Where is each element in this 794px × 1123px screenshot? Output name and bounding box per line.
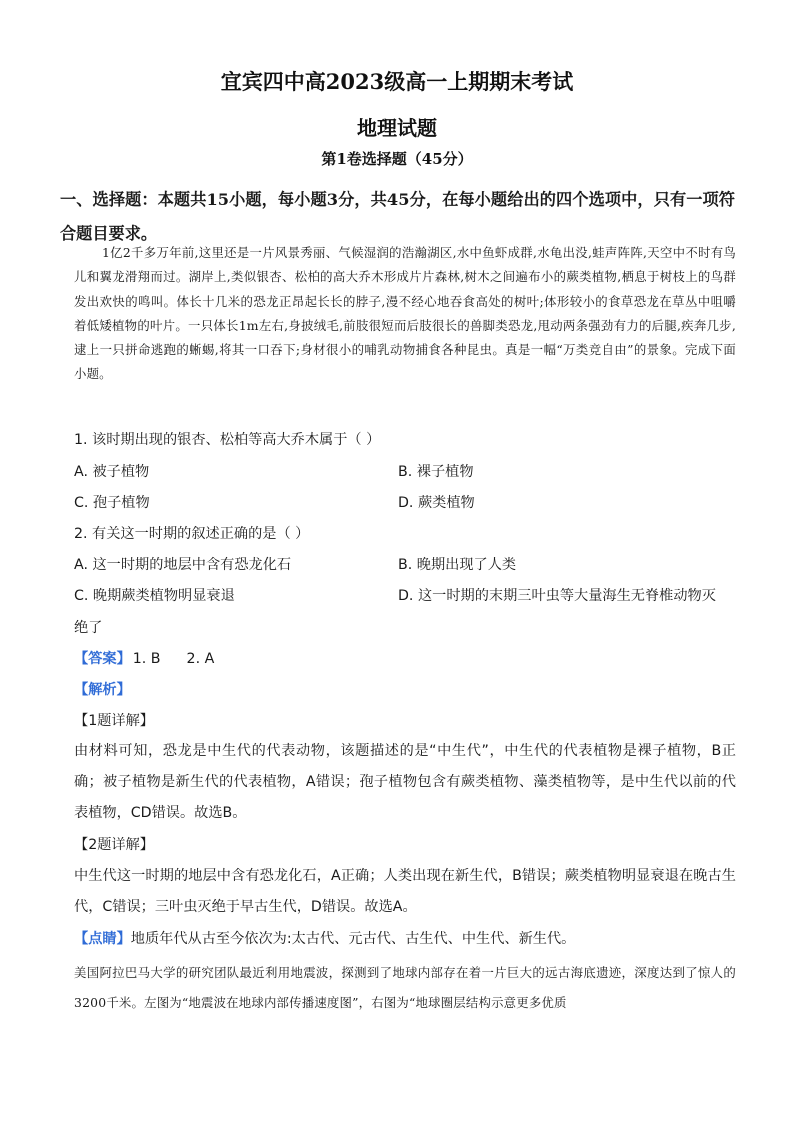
q1-detail-label: 【1题详解】 [74,713,154,729]
question-2-option-b: B. 晚期出现了人类 [398,557,517,573]
answer-q2: 2. A [186,651,215,667]
key-point-line [74,929,575,949]
material-passage: 1亿2千多万年前,这里还是一片风景秀丽、气候湿润的浩瀚湖区,水中鱼虾成群,水龟出没,蛙声阵阵,天空中不时有鸟儿和翼龙滑翔而过。湖岸上,类似银杏、松柏的高大乔木形成片片森林,树木之间遍布小的蕨类植物,栖息于树枝上的鸟群发出欢快的鸣叫。体长十几米的恐龙正昂起长长的脖子,漫不经心地吞食高处的树叶;体形较小的食草恐龙在草丛中咀嚼着低矮植物的叶片。一只体长1m左右,身披绒毛,前肢很短而后肢很长的兽脚类恐龙,甩动两条强劲有力的后腿,疾奔几步,逮上一只拼命逃跑的蜥蜴,将其一口吞下;身材很小的哺乳动物捕食各种昆虫。真是一幅“万类竞自由”的景象。完成下面小题。 [74,245,736,382]
question-2-stem: 2. 有关这一时期的叙述正确的是（ ） [74,526,310,542]
answer-line [74,649,214,669]
question-1-option-c: C. 孢子植物 [74,495,150,511]
exam-title: 宜宾四中高2023级高一上期期末考试 [220,69,574,94]
question-2-option-a: A. 这一时期的地层中含有恐龙化石 [74,557,292,573]
material-passage-2: 美国阿拉巴马大学的研究团队最近利用地震波，探测到了地球内部存在着一片巨大的远古海底遗迹，深度达到了惊人的3200千米。左图为“地震波在地球内部传播速度图”，右图为“地球圈层结构示意更多优质 [74,965,736,1010]
question-1-option-a: A. 被子植物 [74,464,150,480]
key-point-text: 地质年代从古至今依次为:太古代、元古代、古生代、中生代、新生代。 [130,931,576,947]
analysis-label: 【解析】 [74,682,131,698]
q2-detail-label: 【2题详解】 [74,837,154,853]
question-1-option-d: D. 蕨类植物 [398,495,475,511]
question-1-stem: 1. 该时期出现的银杏、松柏等高大乔木属于（ ） [74,432,381,448]
question-2-option-c: C. 晚期蕨类植物明显衰退 [74,588,235,604]
subject-title: 地理试题 [357,116,437,140]
question-1-option-b: B. 裸子植物 [398,464,474,480]
q1-detail-text: 由材料可知，恐龙是中生代的代表动物，该题描述的是“中生代”，中生代的代表植物是裸子植物，B正确；被子植物是新生代的代表植物，A错误；孢子植物包含有蕨类植物、藻类植物等，是中生代以前的代表植物，CD错误。故选B。 [74,743,736,821]
question-2-option-d-continuation: 绝了 [74,620,103,636]
key-point-label: 【点睛】 [74,931,131,947]
question-2-option-d: D. 这一时期的末期三叶虫等大量海生无脊椎动物灭 [398,588,716,604]
q2-detail-text: 中生代这一时期的地层中含有恐龙化石，A正确；人类出现在新生代，B错误；蕨类植物明显衰退在晚古生代，C错误；三叶虫灭绝于早古生代，D错误。故选A。 [74,868,736,915]
answer-label: 【答案】 [74,651,131,667]
answer-q1: 1. B [132,651,161,667]
paper-part-title: 第1卷选择题（45分） [321,150,473,168]
section-heading: 一、选择题：本题共15小题，每小题3分，共45分，在每小题给出的四个选项中，只有一项符合题目要求。 [60,190,735,243]
